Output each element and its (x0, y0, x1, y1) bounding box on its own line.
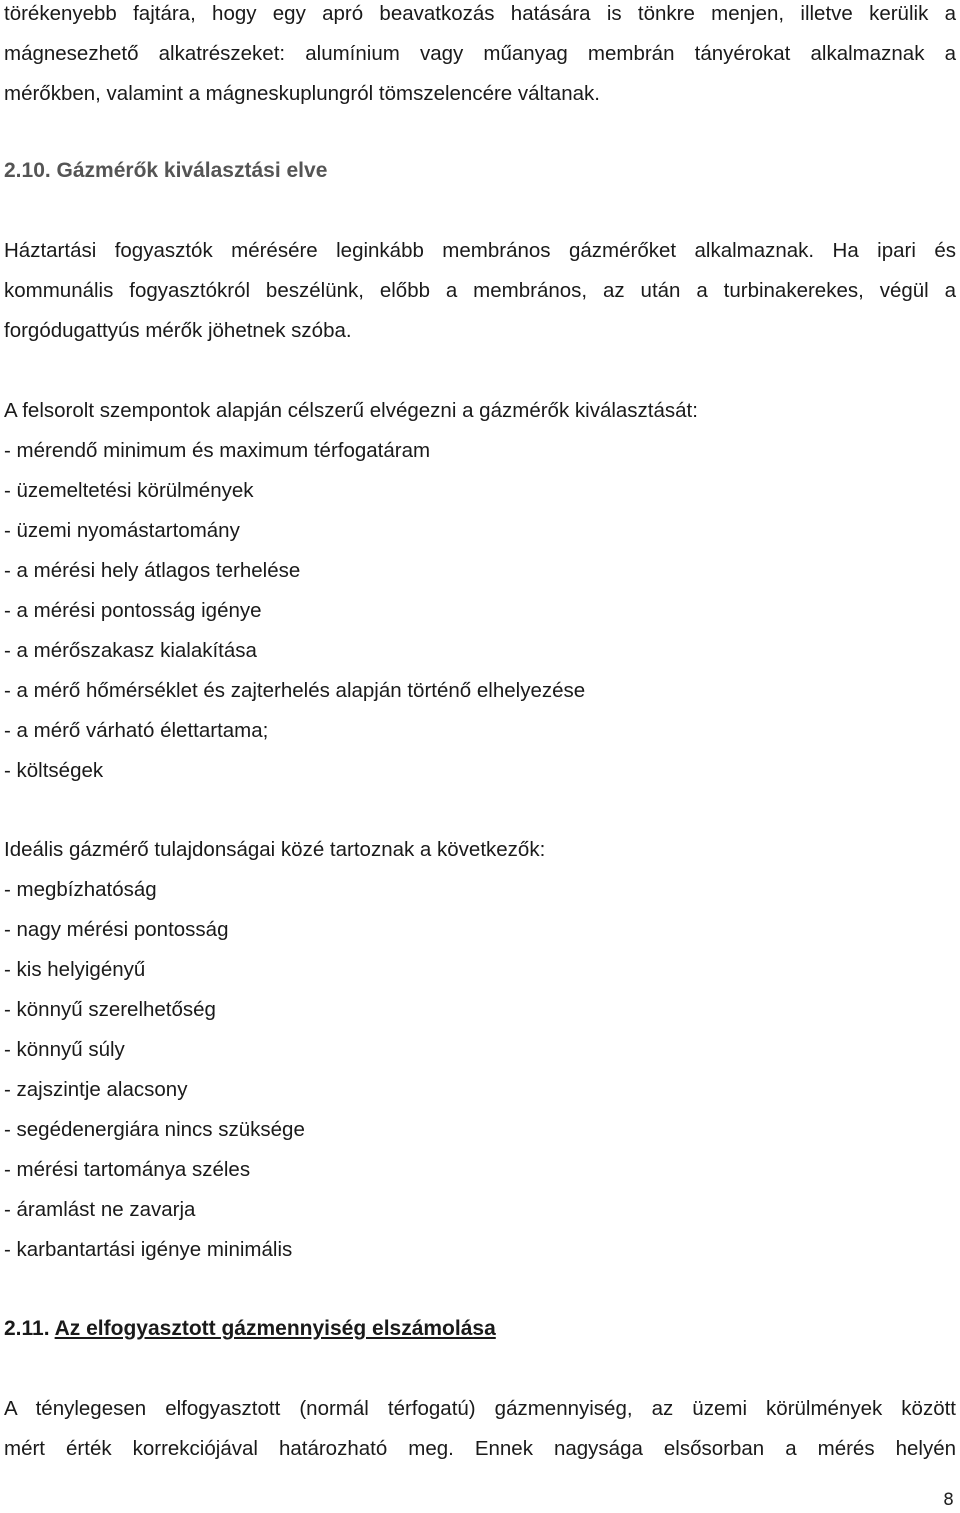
list-item: - üzemeltetési körülmények (4, 479, 254, 502)
section-2-11-heading (4, 1309, 496, 1349)
list-item: - költségek (4, 759, 104, 782)
list-item: - zajszintje alacsony (4, 1078, 188, 1101)
list-item: - a mérési pontosság igénye (4, 599, 262, 622)
selection-criteria-intro: A felsorolt szempontok alapján célszerű elvégezni a gázmérők kiválasztását: (4, 399, 698, 422)
list-item: - karbantartási igénye minimális (4, 1238, 293, 1261)
section-2-11-title: Az elfogyasztott gázmennyiség elszámolása (54, 1317, 496, 1340)
list-item: - nagy mérési pontosság (4, 918, 229, 941)
section-2-10-para-line-1: Háztartási fogyasztók mérésére leginkább membrános gázmérőket alkalmaznak. Ha ipari és (4, 239, 956, 262)
list-item: - a mérési hely átlagos terhelése (4, 559, 301, 582)
section-2-10-para-line-3: forgódugattyús mérők jöhetnek szóba. (4, 319, 352, 342)
list-item: - könnyű szerelhetőség (4, 998, 216, 1021)
list-item: - a mérőszakasz kialakítása (4, 639, 257, 662)
section-2-10-para-line-2: kommunális fogyasztókról beszélünk, előbb a membrános, az után a turbinakerekes, végül a (4, 279, 956, 302)
section-2-11-number: 2.11. (4, 1317, 50, 1340)
list-item: - segédenergiára nincs szüksége (4, 1118, 305, 1141)
intro-line-1: törékenyebb fajtára, hogy egy apró beavatkozás hatására is tönkre menjen, illetve kerülik a (4, 2, 956, 25)
list-item: - könnyű súly (4, 1038, 125, 1061)
list-item: - a mérő hőmérséklet és zajterhelés alapján történő elhelyezése (4, 679, 586, 702)
ideal-properties-intro: Ideális gázmérő tulajdonságai közé tartoznak a következők: (4, 838, 546, 861)
list-item: - áramlást ne zavarja (4, 1198, 196, 1221)
list-item: - megbízhatóság (4, 878, 157, 901)
section-2-11-para-line-1: A ténylegesen elfogyasztott (normál térfogatú) gázmennyiség, az üzemi körülmények között (4, 1397, 956, 1420)
list-item: - mérendő minimum és maximum térfogatáram (4, 439, 431, 462)
intro-line-3: mérőkben, valamint a mágneskuplungról tömszelencére váltanak. (4, 82, 600, 105)
intro-line-2: mágnesezhető alkatrészeket: alumínium vagy műanyag membrán tányérokat alkalmaznak a (4, 42, 956, 65)
list-item: - kis helyigényű (4, 958, 146, 981)
page-number: 8 (943, 1490, 954, 1510)
section-2-11-para-line-2: mért érték korrekciójával határozható meg. Ennek nagysága elsősorban a mérés helyén (4, 1437, 956, 1460)
list-item: - üzemi nyomástartomány (4, 519, 240, 542)
section-2-10-heading: 2.10. Gázmérők kiválasztási elve (4, 159, 328, 182)
list-item: - a mérő várható élettartama; (4, 719, 269, 742)
list-item: - mérési tartománya széles (4, 1158, 251, 1181)
